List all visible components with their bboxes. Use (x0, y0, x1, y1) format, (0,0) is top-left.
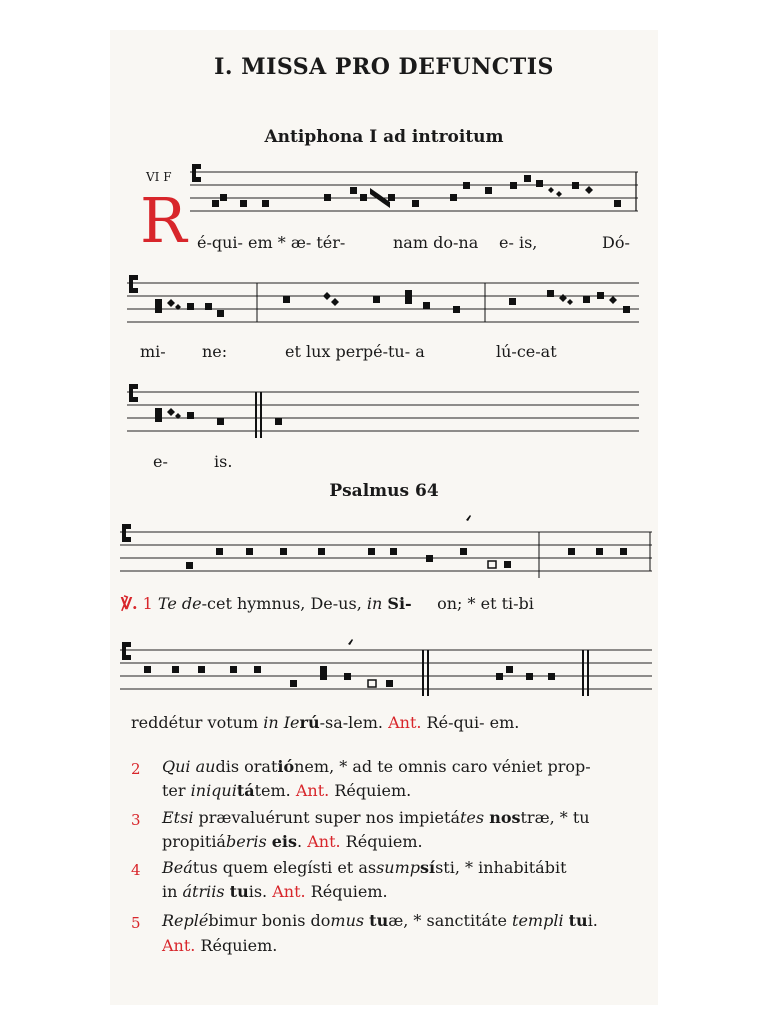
lyric-syllables: e- is, (499, 233, 538, 252)
lyric-syllables: et lux perpé-tu- a (285, 342, 425, 361)
verse-text: de (181, 594, 202, 613)
verse-text: prævaluérunt super nos impietá (193, 808, 460, 827)
verse-text: -sa-lem. (319, 713, 383, 732)
psalm-heading: Psalmus 64 (329, 481, 439, 501)
verse-number: 3 (131, 811, 141, 829)
verse-text: mus (330, 911, 365, 930)
verse-text: propitiá (162, 832, 226, 851)
antiphon-cue: Ant. (307, 832, 341, 851)
verse-3-line-2 (162, 832, 423, 851)
verse-text: tes (459, 808, 485, 827)
lyric-syllables: é-qui- em * æ- tér- (197, 233, 346, 252)
verse-text: Réquiem. (200, 936, 278, 955)
verse-text: in Ie (263, 713, 300, 732)
lyric-syllables: nam do-na (393, 233, 479, 252)
verse-text: -cet hymnus, De-us, (201, 594, 362, 613)
verse-text: rú (299, 713, 320, 732)
verse-1-line-2 (131, 713, 519, 732)
verse-text: ter (162, 781, 191, 800)
verse-text: . (297, 832, 303, 851)
lyric-syllables: is. (214, 452, 233, 471)
verse-text: Etsi (162, 808, 194, 827)
antiphon-cue: Ant. (295, 781, 330, 800)
chant-staff-2 (127, 270, 642, 330)
lyric-syllables: e- (153, 452, 168, 471)
verse-text: sti, * inhabitábit (435, 858, 567, 877)
verse-text: Réquiem. (334, 781, 412, 800)
verse-text: is. (248, 882, 268, 901)
verse-text: Beá (162, 858, 193, 877)
verse-text: tem. (254, 781, 291, 800)
verse-text: sí (420, 858, 436, 877)
verse-text: tu (229, 882, 249, 901)
verse-text: in (366, 594, 383, 613)
lyric-syllables: ne: (202, 342, 228, 361)
verse-text: i. (587, 911, 598, 930)
verse-text: in (162, 882, 183, 901)
verse-3-line-1 (162, 808, 590, 827)
chant-staff-1 (190, 160, 640, 220)
verse-text: Réquiem. (345, 832, 423, 851)
lyric-syllables: Dó- (602, 233, 630, 252)
verse-5-line-1 (162, 911, 598, 930)
antiphon-cue: Ant. (388, 713, 422, 732)
verse-text: Réquiem. (310, 882, 388, 901)
verse-text: træ, * tu (520, 808, 590, 827)
chant-staff-4 (120, 512, 655, 584)
verse-sign: ℣. (121, 594, 138, 613)
verse-5-line-2 (162, 936, 277, 955)
chant-staff-3 (127, 380, 642, 440)
verse-text: tá (236, 781, 255, 800)
verse-number: 1 (142, 594, 153, 613)
verse-text: ió (277, 757, 295, 776)
verse-text: átriis (182, 882, 225, 901)
verse-text: Qui au (162, 757, 216, 776)
antiphon-cue: Ant. (272, 882, 306, 901)
verse-2-line-1 (162, 757, 591, 776)
verse-1-line-1 (121, 594, 534, 613)
verse-text: sump (376, 858, 420, 877)
verse-text: tus quem elegísti et as (192, 858, 377, 877)
verse-number: 2 (131, 760, 141, 778)
verse-text: Si- (387, 594, 412, 613)
verse-number: 4 (131, 861, 141, 879)
mode-label: VI F (146, 170, 172, 184)
verse-text: Te (157, 594, 177, 613)
lyric-syllables: mi- (140, 342, 166, 361)
verse-text: on; * et ti-bi (437, 594, 534, 613)
verse-text: bimur bonis do (208, 911, 331, 930)
verse-text: dis orat (215, 757, 278, 776)
verse-4-line-2 (162, 882, 388, 901)
verse-text: tu (369, 911, 389, 930)
page-title: I. MISSA PRO DEFUNCTIS (214, 54, 554, 80)
verse-2-line-2 (162, 781, 411, 800)
verse-text: tu (568, 911, 588, 930)
verse-4-line-1 (162, 858, 567, 877)
verse-text: eis (271, 832, 298, 851)
verse-text: æ, * sanctitáte (388, 911, 513, 930)
verse-text: nos (489, 808, 521, 827)
verse-text: templi (512, 911, 564, 930)
verse-text: reddétur votum (131, 713, 259, 732)
verse-text: Ré-qui- em. (426, 713, 520, 732)
verse-text: beris (225, 832, 267, 851)
lyric-syllables: lú-ce-at (496, 342, 557, 361)
antiphon-heading: Antiphona I ad introitum (264, 127, 504, 147)
verse-number: 5 (131, 914, 141, 932)
chant-staff-5 (120, 630, 655, 702)
verse-text: nem, * ad te omnis caro véniet prop- (294, 757, 591, 776)
antiphon-cue: Ant. (162, 936, 196, 955)
verse-text: iniqui (190, 781, 237, 800)
drop-cap: R (140, 184, 187, 257)
verse-text: Replé (162, 911, 209, 930)
